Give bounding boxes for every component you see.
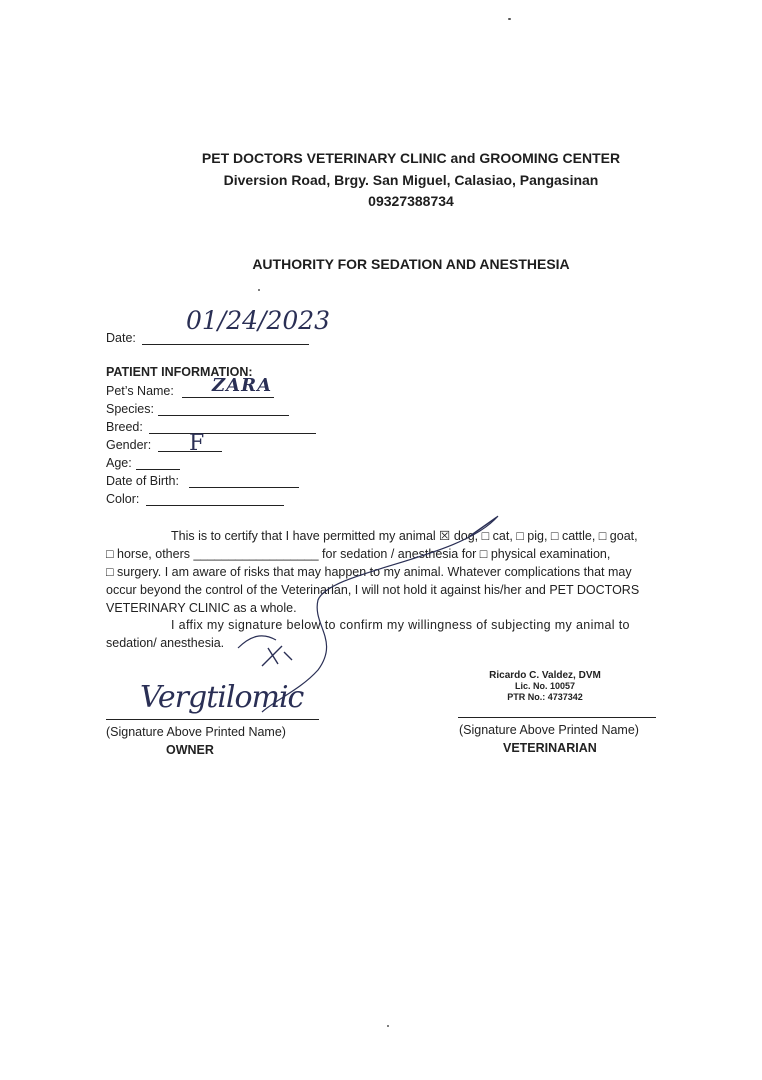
vet-signature-caption: (Signature Above Printed Name)	[459, 723, 639, 737]
consent-line-3: □ surgery. I am aware of risks that may happen to my animal. Whatever complications that may	[106, 565, 632, 579]
pets-name-value: ZARA	[212, 375, 273, 396]
owner-signature-line	[106, 719, 319, 720]
pen-loop	[238, 636, 276, 648]
gender-value: F	[189, 431, 205, 456]
clinic-name: PET DOCTORS VETERINARY CLINIC and GROOMING CENTER	[201, 150, 621, 166]
patient-info-heading: PATIENT INFORMATION:	[106, 365, 253, 379]
breed-label: Breed:	[106, 420, 143, 434]
vet-signature-line	[458, 717, 656, 718]
consent-line-2: □ horse, others __________________ for sedation / anesthesia for □ physical examination,	[106, 547, 611, 561]
color-label: Color:	[106, 492, 140, 506]
consent-line-6: I affix my signature below to confirm my willingness of subjecting my animal to	[171, 618, 630, 632]
vet-stamp-license: Lic. No. 10057	[514, 681, 576, 691]
date-value: 01/24/2023	[186, 306, 331, 335]
clinic-address: Diversion Road, Brgy. San Miguel, Calasiao, Pangasinan	[223, 172, 599, 188]
age-label: Age:	[106, 456, 132, 470]
form-title: AUTHORITY FOR SEDATION AND ANESTHESIA	[252, 256, 570, 272]
pen-scribble	[262, 646, 292, 666]
dob-label: Date of Birth:	[106, 474, 179, 488]
consent-line-1: This is to certify that I have permitted my animal ☒ dog, □ cat, □ pig, □ cattle, □ goat,	[171, 529, 638, 543]
vet-stamp-name: Ricardo C. Valdez, DVM	[489, 670, 601, 681]
consent-line-4: occur beyond the control of the Veterinarian, I will not hold it against his/her and PET DOCTORS	[106, 583, 640, 597]
owner-role-label: OWNER	[166, 743, 214, 757]
consent-line-5: VETERINARY CLINIC as a whole.	[106, 601, 297, 615]
dog-checkmark	[470, 517, 497, 536]
owner-signature: Vergtilomic	[140, 680, 304, 715]
species-label: Species:	[106, 402, 154, 416]
clinic-phone: 09327388734	[368, 193, 454, 209]
date-label: Date:	[106, 331, 136, 345]
owner-signature-caption: (Signature Above Printed Name)	[106, 725, 286, 739]
vet-stamp-ptr: PTR No.: 4737342	[507, 692, 583, 702]
vet-stamp	[470, 670, 620, 703]
gender-label: Gender:	[106, 438, 152, 452]
vet-role-label: VETERINARIAN	[503, 741, 597, 755]
pets-name-label: Pet’s Name:	[106, 384, 174, 398]
consent-line-7: sedation/ anesthesia.	[106, 636, 225, 650]
